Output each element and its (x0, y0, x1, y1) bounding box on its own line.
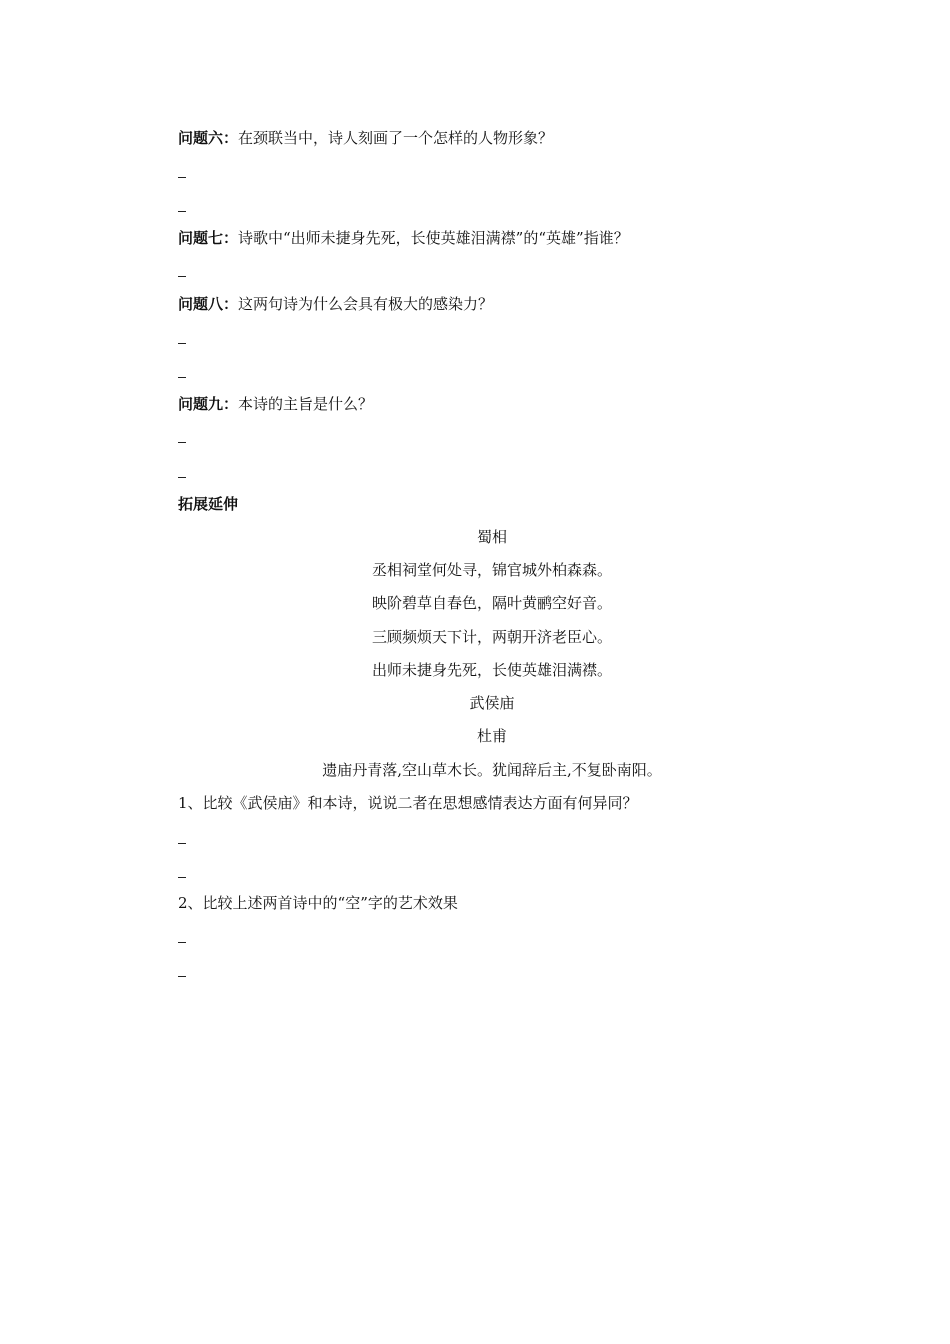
poem-line: 出师未捷身先死，长使英雄泪满襟。 (371, 661, 612, 679)
answer-blank[interactable] (178, 177, 186, 178)
poem-text: 遗庙丹青落,空山草木长。犹闻辞后主,不复卧南阳。 (322, 761, 662, 779)
answer-blank[interactable] (178, 843, 186, 844)
section-heading: 拓展延伸 (178, 495, 239, 513)
answer-blank[interactable] (178, 377, 186, 378)
question-label: 问题八： (178, 295, 239, 313)
answer-blank[interactable] (178, 276, 186, 277)
question-seven (178, 228, 629, 248)
question-six (178, 128, 553, 148)
question-text: 本诗的主旨是什么？ (238, 395, 374, 413)
question-label: 问题七： (178, 229, 239, 247)
question-text: 这两句诗为什么会具有极大的感染力？ (238, 295, 494, 313)
poem-line: 三顾频烦天下计，两朝开济老臣心。 (371, 628, 612, 646)
poem-title: 武侯庙 (469, 694, 515, 712)
answer-blank[interactable] (178, 343, 186, 344)
question-eight (178, 294, 493, 314)
question-nine (178, 394, 373, 414)
answer-blank[interactable] (178, 211, 186, 212)
poem-line: 丞相祠堂何处寻，锦官城外柏森森。 (371, 561, 612, 579)
poem-title: 蜀相 (476, 528, 507, 546)
answer-blank[interactable] (178, 442, 186, 443)
answer-blank[interactable] (178, 477, 186, 478)
poem-line: 映阶碧草自春色，隔叶黄鹂空好音。 (371, 594, 612, 612)
question-label: 问题九： (178, 395, 239, 413)
answer-blank[interactable] (178, 877, 186, 878)
question-text: 诗歌中“出师未捷身先死，长使英雄泪满襟”的“英雄”指谁？ (238, 229, 629, 247)
answer-blank[interactable] (178, 976, 186, 977)
question-label: 问题六： (178, 129, 239, 147)
poem-author: 杜甫 (476, 727, 507, 745)
answer-blank[interactable] (178, 942, 186, 943)
task-item: 2、比较上述两首诗中的“空”字的艺术效果 (178, 894, 458, 912)
task-item: 1、比较《武侯庙》和本诗，说说二者在思想感情表达方面有何异同？ (178, 794, 638, 812)
question-text: 在颈联当中，诗人刻画了一个怎样的人物形象？ (238, 129, 554, 147)
